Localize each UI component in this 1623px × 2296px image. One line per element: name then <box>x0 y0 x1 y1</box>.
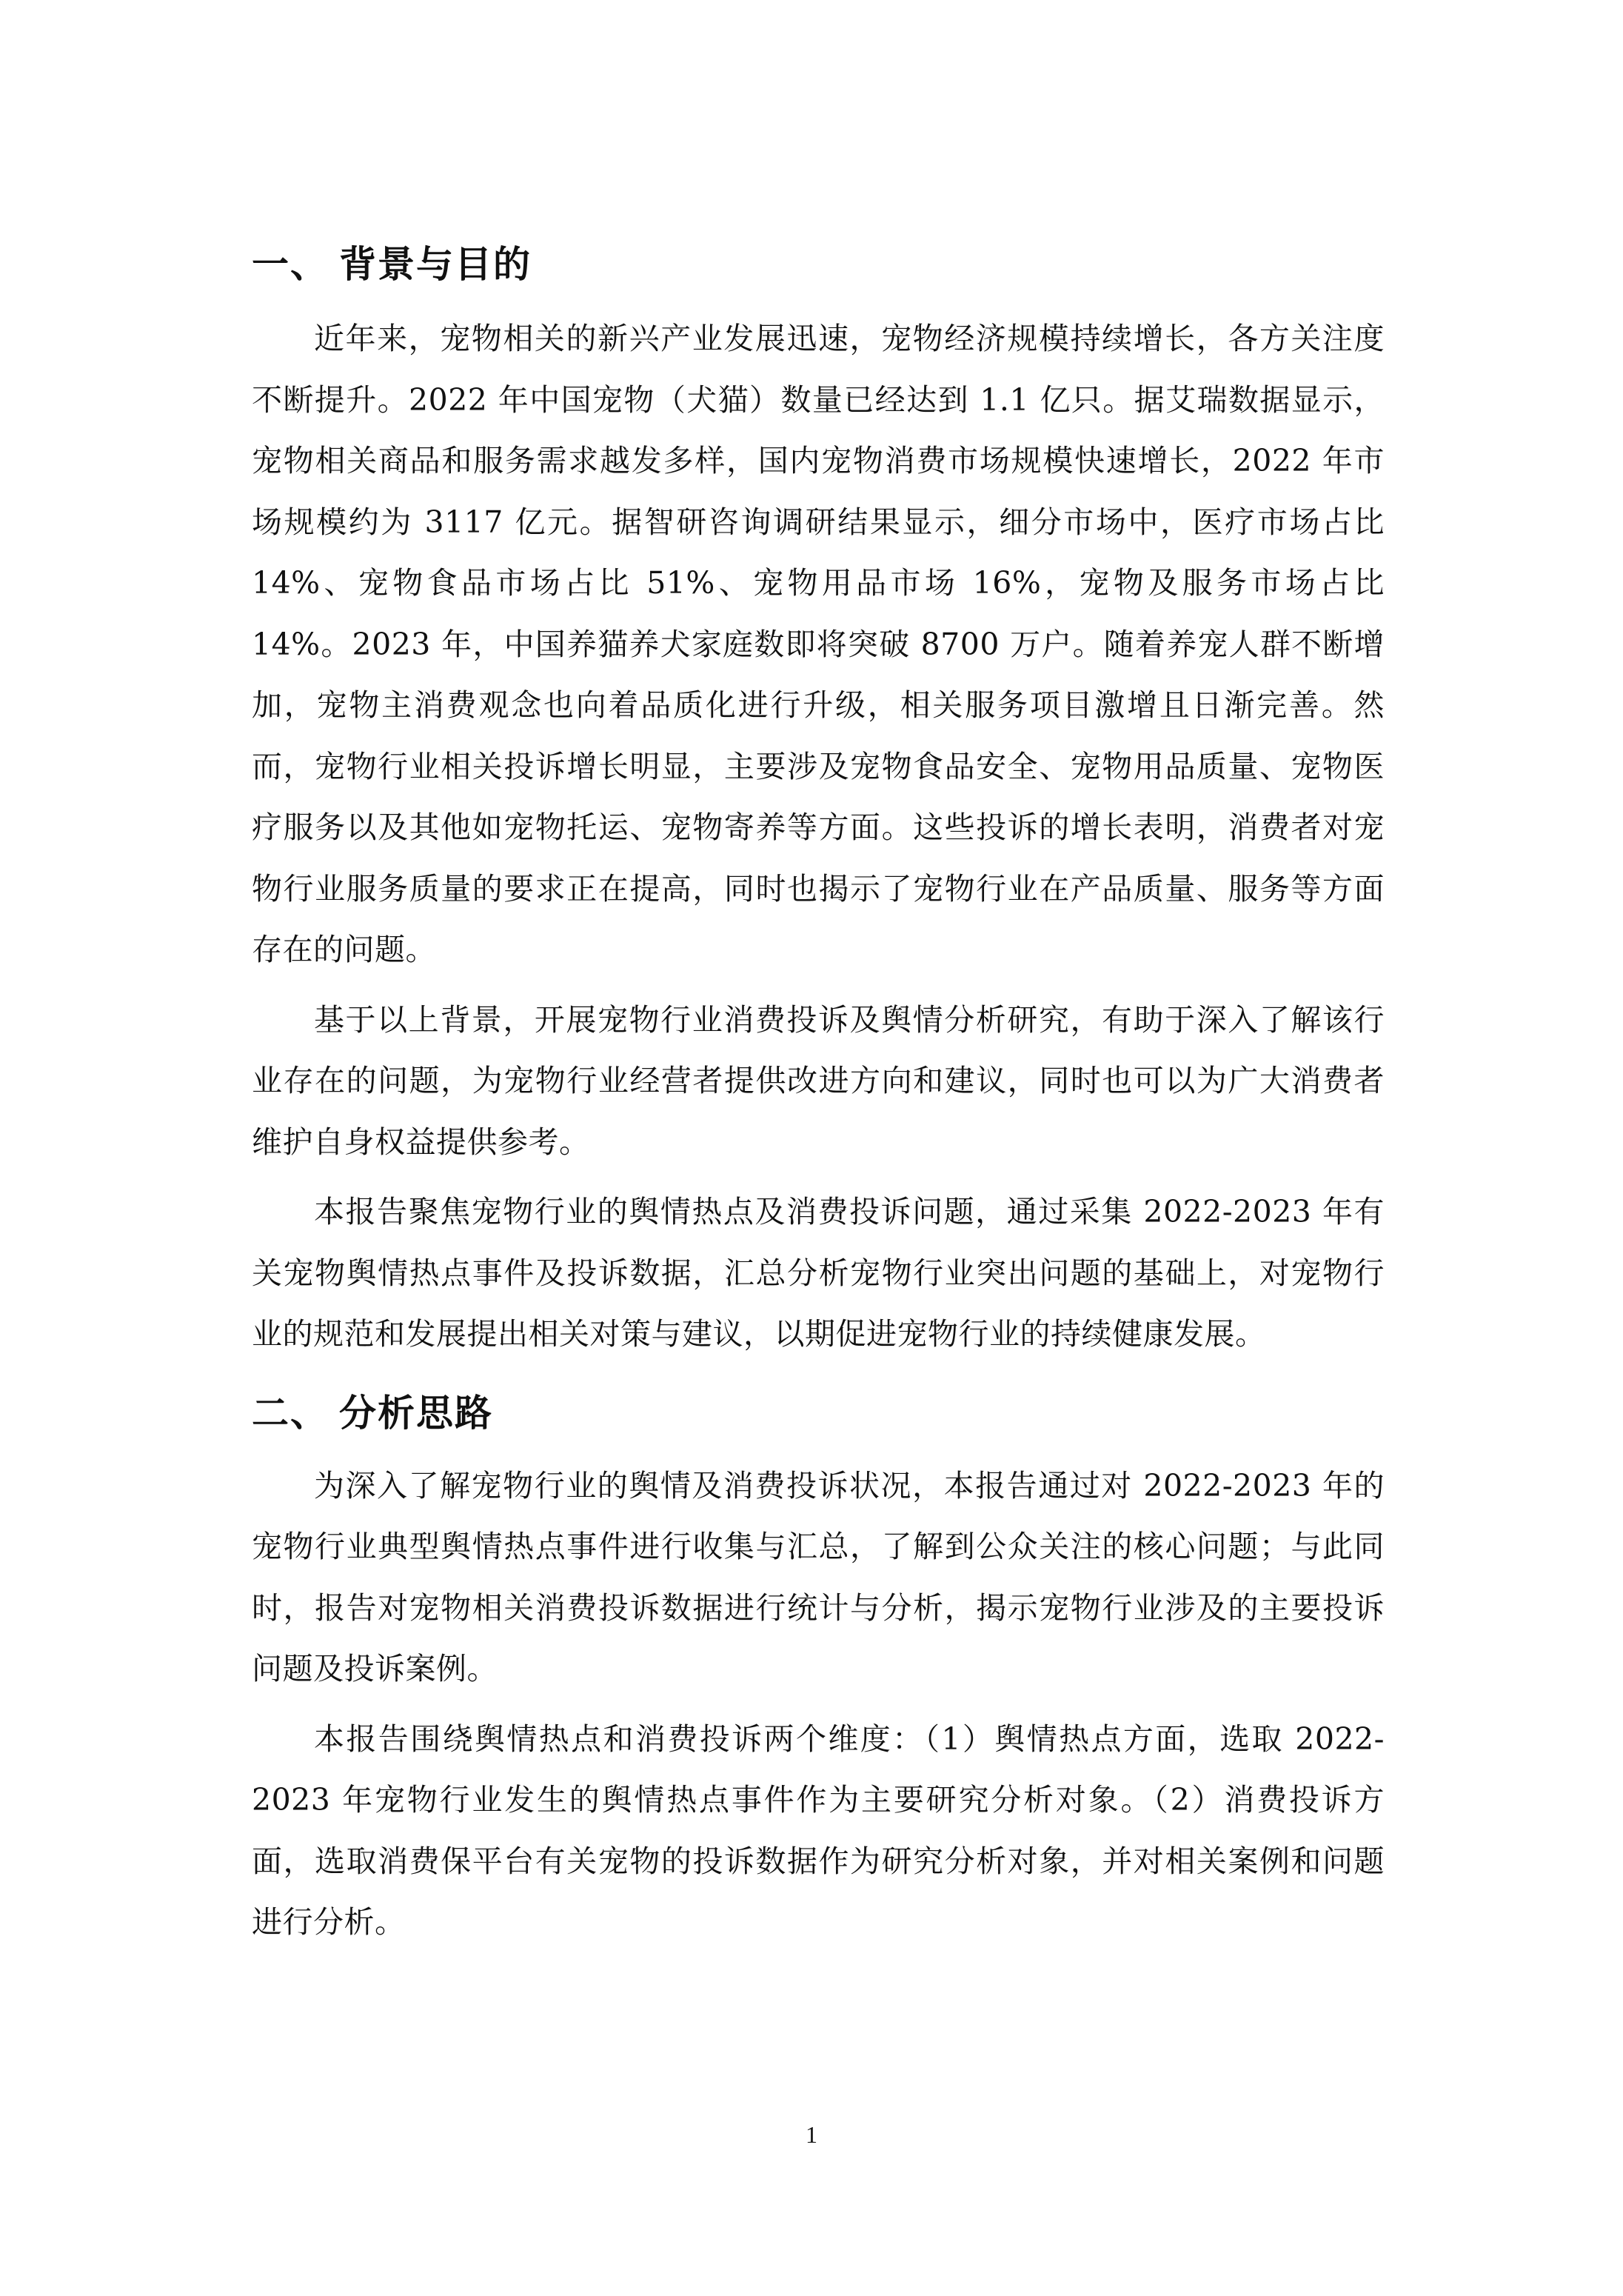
page-content <box>252 236 1385 1962</box>
section-title: 背景与目的 <box>339 243 532 286</box>
paragraph: 本报告聚焦宠物行业的舆情热点及消费投诉问题，通过采集 2022-2023 年有关宠物舆情热点事件及投诉数据，汇总分析宠物行业突出问题的基础上，对宠物行业的规范和发展提出相关对策与建议，以期促进宠物行业的持续健康发展。 <box>252 1194 1385 1352</box>
paragraph: 本报告围绕舆情热点和消费投诉两个维度：（1）舆情热点方面，选取 2022-2023 年宠物行业发生的舆情热点事件作为主要研究分析对象。（2）消费投诉方面，选取消费保平台有关宠物的投诉数据作为研究分析对象，并对相关案例和问题进行分析。 <box>252 1721 1385 1940</box>
paragraph: 近年来，宠物相关的新兴产业发展迅速，宠物经济规模持续增长，各方关注度不断提升。2022 年中国宠物（犬猫）数量已经达到 1.1 亿只。据艾瑞数据显示，宠物相关商品和服务需求越发多样，国内宠物消费市场规模快速增长，2022 年市场规模约为 3117 亿元。据智研咨询调研结果显示，细分市场中，医疗市场占比 14%、宠物食品市场占比 51%、宠物用品市场 16%，宠物及服务市场占比 14%。2023 年，中国养猫养犬家庭数即将突破 8700 万户。随着养宠人群不断增加，宠物主消费观念也向着品质化进行升级，相关服务项目激增且日渐完善。然而，宠物行业相关投诉增长明显，主要涉及宠物食品安全、宠物用品质量、宠物医疗服务以及其他如宠物托运、宠物寄养等方面。这些投诉的增长表明，消费者对宠物行业服务质量的要求正在提高，同时也揭示了宠物行业在产品质量、服务等方面存在的问题。 <box>252 321 1385 967</box>
section-heading-background <box>252 236 1385 293</box>
page-number: 1 <box>806 2121 817 2148</box>
paragraph: 为深入了解宠物行业的舆情及消费投诉状况，本报告通过对 2022-2023 年的宠物行业典型舆情热点事件进行收集与汇总，了解到公众关注的核心问题；与此同时，报告对宠物相关消费投诉数据进行统计与分析，揭示宠物行业涉及的主要投诉问题及投诉案例。 <box>252 1467 1385 1686</box>
section-number: 一、 <box>252 243 329 286</box>
paragraph: 基于以上背景，开展宠物行业消费投诉及舆情分析研究，有助于深入了解该行业存在的问题，为宠物行业经营者提供改进方向和建议，同时也可以为广大消费者维护自身权益提供参考。 <box>252 1001 1385 1160</box>
section-number: 二、 <box>252 1391 329 1435</box>
section-heading-analysis <box>252 1384 1385 1442</box>
section-title: 分析思路 <box>339 1391 493 1435</box>
